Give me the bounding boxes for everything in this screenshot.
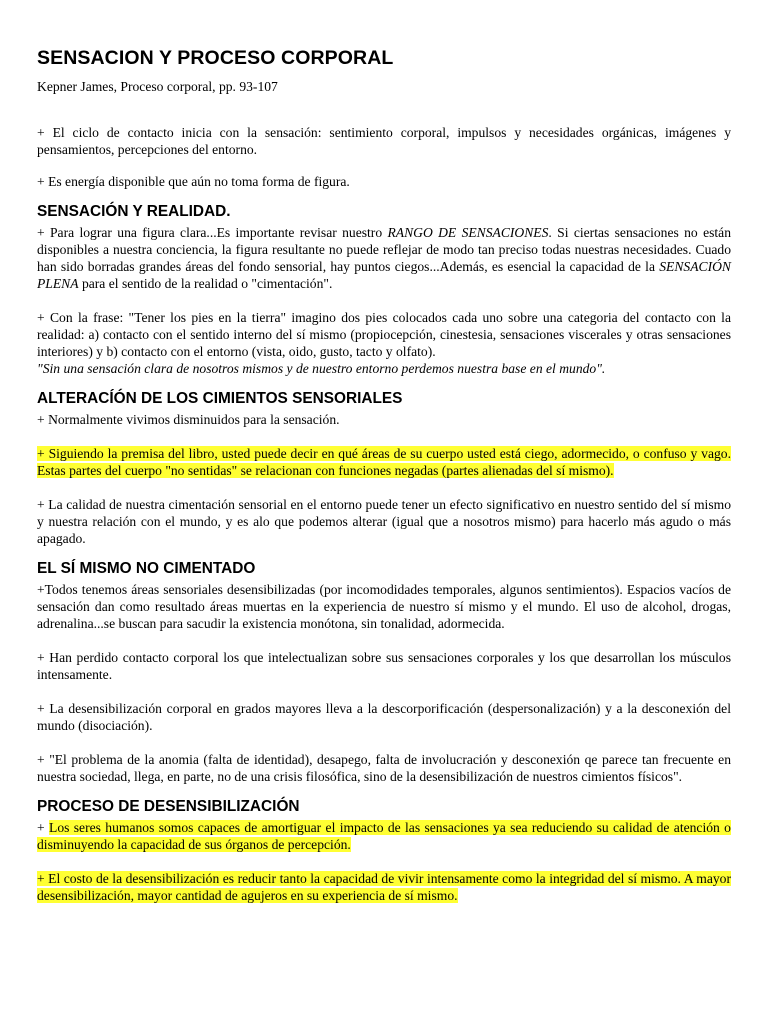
intro-paragraph-2: + Es energía disponible que aún no toma forma de figura.: [37, 174, 350, 189]
emphasis-sensacion-plena: SENSACIÓN PLENA: [37, 259, 731, 291]
section2-paragraph-2: + Siguiendo la premisa del libro, usted puede decir en qué áreas de su cuerpo usted está ciego, adormecido, o confuso y vago. Estas partes del cuerpo "no sentidas" se relacionan con funciones negadas (partes alienadas del sí mismo).: [37, 446, 731, 478]
highlighted-text: Los seres humanos somos capaces de amortiguar el impacto de las sensaciones ya sea reduciendo su calidad de atención o disminuyendo la capacidad de sus órganos de percepción.: [37, 820, 731, 852]
section2-paragraph-1: + Normalmente vivimos disminuidos para la sensación.: [37, 412, 340, 427]
highlighted-text: + El costo de la desensibilización es reducir tanto la capacidad de vivir intensamente como la integridad del sí mismo. A mayor desensibilización, mayor cantidad de agujeros en su experiencia de sí mismo.: [37, 871, 731, 903]
section1-paragraph-1: + Para lograr una figura clara...Es importante revisar nuestro RANGO DE SENSACIONES. Si ciertas sensaciones no están disponibles a nuestra conciencia, la figura resultante no puede reflejar de modo tan preciso todas nuestras necesidades. Cuado han sido borradas grandes áreas del fondo sensorial, hay puntos ciegos...Además, es esencial la capacidad de la SENSACIÓN PLENA para el sentido de la realidad o "cimentación".: [37, 225, 731, 291]
document-subtitle: Kepner James, Proceso corporal, pp. 93-107: [37, 79, 278, 94]
section-heading-si-mismo: EL SÍ MISMO NO CIMENTADO: [37, 560, 256, 577]
section-heading-alteracion: ALTERACÍÓN DE LOS CIMIENTOS SENSORIALES: [37, 390, 403, 407]
section3-paragraph-1: +Todos tenemos áreas sensoriales desensibilizadas (por incomodidades temporales, algunos sentimientos). Espacios vacíos de sensación dan como resultado áreas muertas en la experiencia de nuestro sí mismo y el mundo. El uso de alcohol, drogas, adrenalina...se buscan para sacudir la existencia monótona, sin tonalidad, adormecida.: [37, 582, 731, 631]
highlighted-text: Siguiendo la premisa del libro, usted puede decir en qué áreas de su cuerpo usted está ciego, adormecido, o confuso y vago. Estas partes del cuerpo "no sentidas" se relacionan con funciones negadas (partes alienadas del sí mismo).: [37, 446, 731, 478]
section3-paragraph-2: + Han perdido contacto corporal los que intelectualizan sobre sus sensaciones corporales y los que desarrollan los músculos intensamente.: [37, 650, 731, 682]
section4-paragraph-1: + Los seres humanos somos capaces de amortiguar el impacto de las sensaciones ya sea reduciendo su calidad de atención o disminuyendo la capacidad de sus órganos de percepción.: [37, 820, 731, 852]
section4-paragraph-2: [37, 870, 731, 904]
section2-paragraph-3: + La calidad de nuestra cimentación sensorial en el entorno puede tener un efecto significativo en nuestro sentido del sí mismo y nuestra relación con el mundo, y es alo que podemos alterar (igual que a nosotros mismo) para hacerlo más agudo o más apagado.: [37, 497, 731, 546]
section3-paragraph-3: + La desensibilización corporal en grados mayores lleva a la descorporificación (despersonalización) y a la desconexión del mundo (disociación).: [37, 701, 731, 733]
section1-paragraph-2: + Con la frase: "Tener los pies en la tierra" imagino dos pies colocados cada uno sobre una categoria del contacto con la realidad: a) contacto con el sentido interno del sí mismo (propiocepción, cinestesia, sensaciones viscerales y otras sensaciones interiores) y b) contacto con el entorno (vista, oido, gusto, tacto y olfato).: [37, 310, 731, 359]
section3-paragraph-4: + "El problema de la anomia (falta de identidad), desapego, falta de involucración y desconexión qe parece tan frecuente en nuestra sociedad, llega, en parte, no de una crisis filosófica, sino de la desensibilización de nuestros cimientos físicos".: [37, 752, 731, 784]
section1-quote: "Sin una sensación clara de nosotros mismos y de nuestro entorno perdemos nuestra base en el mundo".: [37, 361, 606, 376]
section-heading-sensacion-realidad: SENSACIÓN Y REALIDAD.: [37, 203, 231, 220]
document-title: SENSACION Y PROCESO CORPORAL: [37, 47, 394, 69]
emphasis-rango: RANGO DE SENSACIONES: [387, 225, 549, 240]
section-heading-proceso: PROCESO DE DESENSIBILIZACIÓN: [37, 798, 300, 815]
intro-paragraph-1: + El ciclo de contacto inicia con la sensación: sentimiento corporal, impulsos y necesidades orgánicas, imágenes y pensamientos, percepciones del entorno.: [37, 125, 731, 157]
